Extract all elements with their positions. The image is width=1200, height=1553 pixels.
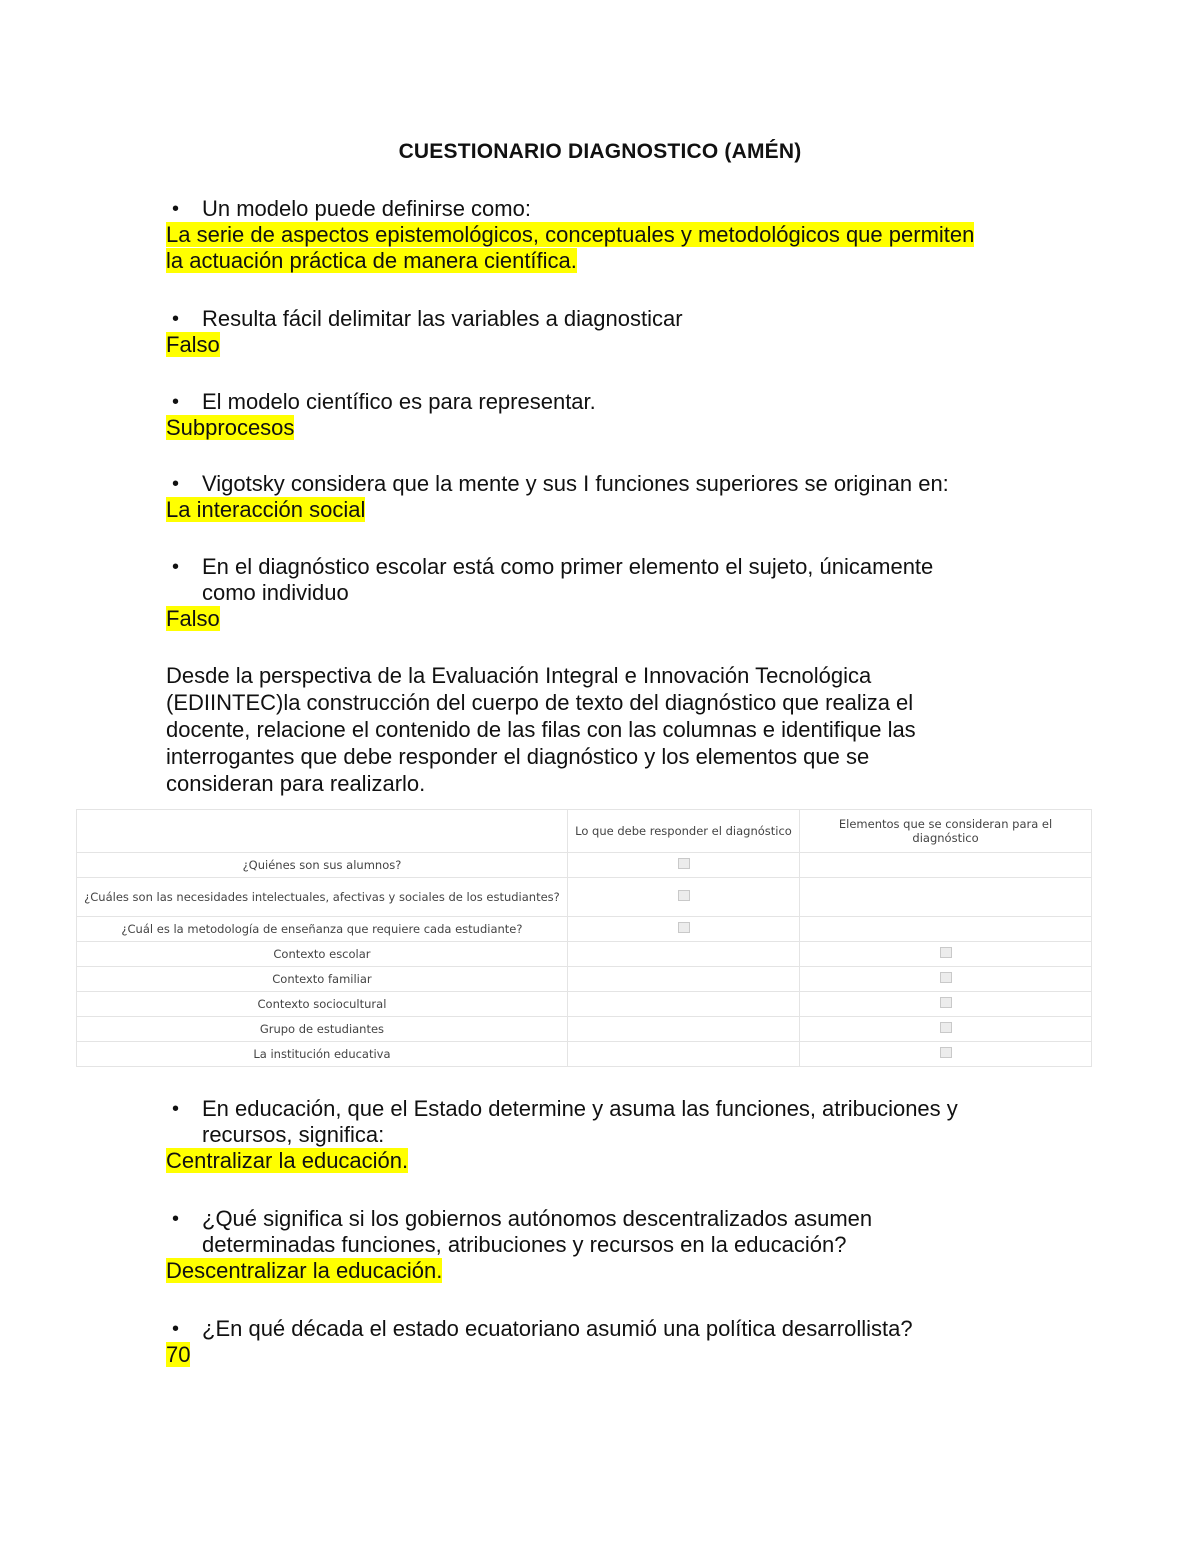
answer-text: 70 (166, 1342, 191, 1367)
instruction-line: Desde la perspectiva de la Evaluación Integral e Innovación Tecnológica (166, 663, 872, 688)
bullet-icon: • (172, 391, 180, 413)
question-text: recursos, significa: (202, 1122, 385, 1147)
bullet-icon: • (172, 198, 180, 220)
question-text: como individuo (202, 580, 349, 605)
checkbox-icon[interactable] (940, 947, 952, 958)
table-header-elementos: Elementos que se consideran para el diagnóstico (800, 810, 1092, 853)
question-text: En el diagnóstico escolar está como primer elemento el sujeto, únicamente (202, 554, 934, 579)
bullet-icon: • (172, 1098, 180, 1120)
question-text: El modelo científico es para representar. (202, 389, 596, 414)
table-row (77, 942, 1092, 967)
responder-cell (567, 992, 799, 1017)
table-row (77, 992, 1092, 1017)
question-block (166, 1096, 1046, 1174)
table-row (77, 878, 1092, 917)
question-block (166, 196, 1046, 274)
answer-text: Centralizar la educación. (166, 1148, 409, 1173)
elementos-cell (800, 878, 1092, 917)
checkbox-icon[interactable] (678, 922, 690, 933)
instruction-line: docente, relacione el contenido de las filas con las columnas e identifique las (166, 717, 916, 742)
bullet-icon: • (172, 556, 180, 578)
elementos-cell (800, 992, 1092, 1017)
question-block (166, 554, 1046, 632)
elementos-cell (800, 967, 1092, 992)
answer-text: la actuación práctica de manera científica. (166, 248, 577, 273)
answer-text: Descentralizar la educación. (166, 1258, 443, 1283)
table-row (77, 967, 1092, 992)
question-text: Vigotsky considera que la mente y sus I funciones superiores se originan en: (202, 471, 949, 496)
question-text: ¿Qué significa si los gobiernos autónomos descentralizados asumen (202, 1206, 873, 1231)
table-header-responder: Lo que debe responder el diagnóstico (567, 810, 799, 853)
row-label: Contexto familiar (77, 967, 568, 992)
checkbox-icon[interactable] (940, 1022, 952, 1033)
question-text: ¿En qué década el estado ecuatoriano asumió una política desarrollista? (202, 1316, 913, 1341)
row-label: ¿Cuál es la metodología de enseñanza que requiere cada estudiante? (77, 917, 568, 942)
question-block (166, 471, 1046, 523)
responder-cell (567, 967, 799, 992)
checkbox-icon[interactable] (940, 972, 952, 983)
answer-text: La interacción social (166, 497, 366, 522)
row-label: ¿Quiénes son sus alumnos? (77, 853, 568, 878)
table-row (77, 1042, 1092, 1067)
checkbox-icon[interactable] (678, 890, 690, 901)
question-text: Un modelo puede definirse como: (202, 196, 531, 221)
row-label: Contexto sociocultural (77, 992, 568, 1017)
checkbox-icon[interactable] (678, 858, 690, 869)
instruction-line: interrogantes que debe responder el diagnóstico y los elementos que se (166, 744, 870, 769)
answer-text: La serie de aspectos epistemológicos, conceptuales y metodológicos que permiten (166, 222, 975, 247)
elementos-cell (800, 942, 1092, 967)
question-text: determinadas funciones, atribuciones y recursos en la educación? (202, 1232, 847, 1257)
row-label: Contexto escolar (77, 942, 568, 967)
row-label: ¿Cuáles son las necesidades intelectuales, afectivas y sociales de los estudiantes? (77, 878, 568, 917)
question-block (166, 1206, 1046, 1284)
answer-text: Subprocesos (166, 415, 295, 440)
table-row (77, 853, 1092, 878)
responder-cell (567, 1042, 799, 1067)
responder-cell (567, 853, 799, 878)
elementos-cell (800, 917, 1092, 942)
responder-cell (567, 942, 799, 967)
bullet-icon: • (172, 308, 180, 330)
table-row (77, 917, 1092, 942)
bullet-icon: • (172, 473, 180, 495)
elementos-cell (800, 1042, 1092, 1067)
elementos-cell (800, 853, 1092, 878)
bullet-icon: • (172, 1318, 180, 1340)
instruction-line: consideran para realizarlo. (166, 771, 426, 796)
question-block (166, 306, 1046, 358)
instruction-line: (EDIINTEC)la construcción del cuerpo de texto del diagnóstico que realiza el (166, 690, 914, 715)
instruction-paragraph (166, 662, 996, 797)
table-row (77, 1017, 1092, 1042)
row-label: Grupo de estudiantes (77, 1017, 568, 1042)
table-header-empty (77, 810, 568, 853)
checkbox-icon[interactable] (940, 997, 952, 1008)
bullet-icon: • (172, 1208, 180, 1230)
question-text: Resulta fácil delimitar las variables a diagnosticar (202, 306, 683, 331)
answer-text: Falso (166, 332, 220, 357)
elementos-cell (800, 1017, 1092, 1042)
checkbox-icon[interactable] (940, 1047, 952, 1058)
question-text: En educación, que el Estado determine y asuma las funciones, atribuciones y (202, 1096, 958, 1121)
responder-cell (567, 1017, 799, 1042)
row-label: La institución educativa (77, 1042, 568, 1067)
question-block (166, 389, 1046, 441)
document-title: CUESTIONARIO DIAGNOSTICO (AMÉN) (398, 140, 802, 163)
matching-table (76, 809, 1092, 1067)
responder-cell (567, 878, 799, 917)
answer-text: Falso (166, 606, 220, 631)
question-block (166, 1316, 1046, 1368)
responder-cell (567, 917, 799, 942)
